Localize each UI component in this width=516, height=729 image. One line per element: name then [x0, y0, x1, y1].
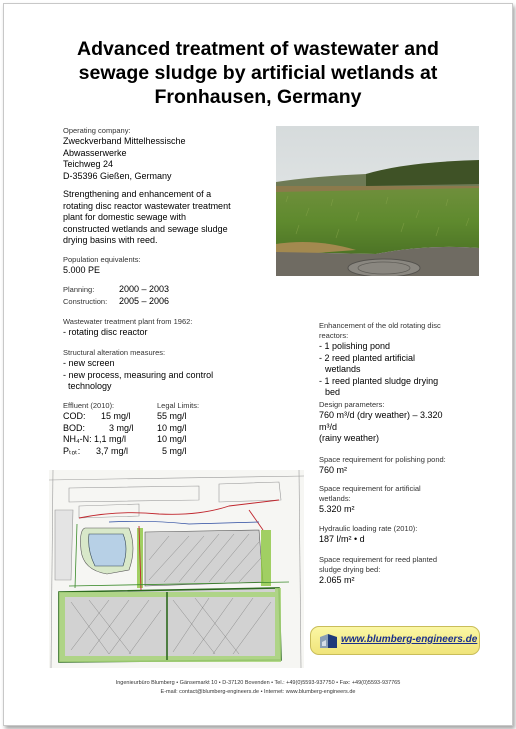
enhancement-block: Enhancement of the old rotating disc reactors: - 1 polishing pond - 2 reed planted artificial wetlands - 1 reed planted sludge drying bed: [319, 321, 441, 397]
effluent-header: Effluent (2010): Legal Limits:: [63, 401, 200, 410]
hydraulic-block: Hydraulic loading rate (2010): 187 l/m² • d: [319, 524, 418, 544]
wetland-photo: [276, 126, 479, 276]
footer-address: Ingenieurbüro Blumberg • Gänsemarkt 10 • D-37120 Bovenden • Tel.: +49(0)5593-937750 • Fax: +49(0)5593-937765: [115, 680, 401, 686]
old-plant-block: Wastewater treatment plant from 1962: - rotating disc reactor: [63, 317, 193, 337]
space-pond-block: Space requirement for polishing pond: 760 m²: [319, 455, 446, 475]
schedule-planning: Planning: 2000 – 2003: [63, 284, 170, 294]
space-sludge-block: Space requirement for reed planted sludge drying bed: 2.065 m²: [319, 555, 437, 585]
document-page: [3, 3, 513, 726]
company-logo-icon: [320, 633, 337, 648]
space-wetlands-block: Space requirement for artificial wetlands: 5.320 m²: [319, 484, 421, 514]
design-block: Design parameters: 760 m³/d (dry weather) – 3.320 m³/d (rainy weather): [319, 400, 443, 443]
company-block: Operating company: Zweckverband Mittelhessische Abwasserwerke Teichweg 24 D-35396 Gießen, Germany: [63, 126, 186, 181]
schedule-block: [63, 284, 263, 307]
effluent-row: COD: 15 mg/l 55 mg/l: [63, 411, 187, 421]
schedule-construction: Construction: 2005 – 2006: [63, 295, 170, 306]
population-block: Population equivalents: 5.000 PE: [63, 255, 141, 275]
site-plan-drawing: [49, 470, 304, 668]
alterations-block: Structural alteration measures: - new screen - new process, measuring and control technology: [63, 348, 214, 391]
website-link[interactable]: www.blumberg-engineers.de: [341, 634, 478, 645]
website-badge[interactable]: [310, 626, 480, 655]
wetland-photo-image: [276, 126, 479, 276]
effluent-row: Pₜₒₜ: 3,7 mg/l 5 mg/l: [63, 445, 187, 456]
effluent-table: [63, 401, 268, 457]
effluent-row: NH₄-N: 1,1 mg/l 10 mg/l: [63, 434, 187, 444]
footer-contact: E-mail: contact@blumberg-engineers.de • Internet: www.blumberg-engineers.de: [160, 689, 356, 695]
effluent-row: BOD: 3 mg/l 10 mg/l: [63, 422, 187, 433]
page-title: Advanced treatment of wastewater and sewage sludge by artificial wetlands at Fronhausen, Germany: [77, 38, 439, 108]
site-plan: [49, 470, 304, 668]
description-block: Strengthening and enhancement of a rotating disc reactor wastewater treatment plant for domestic sewage with constructed wetlands and sewage sludge drying basins with reed.: [63, 189, 231, 245]
